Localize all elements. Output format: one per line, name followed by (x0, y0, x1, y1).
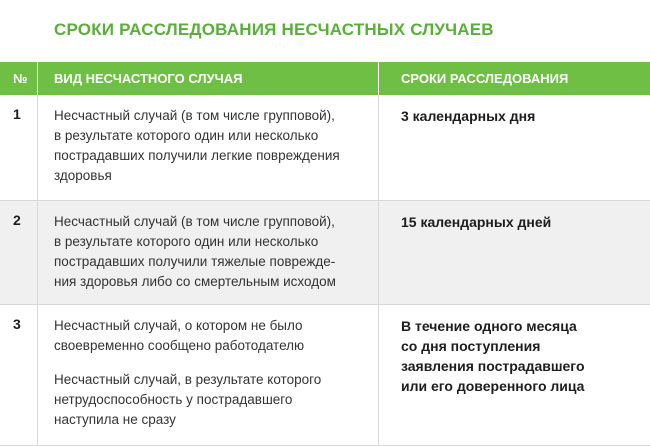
row-description: Несчастный случай, о котором не было своевременно сообщено работодателю Несчастный случай, в результате которого нетрудоспособность у пострадавшего наступила не сразу (38, 305, 379, 445)
header-accident-type: ВИД НЕСЧАСТНОГО СЛУЧАЯ (38, 62, 379, 95)
table-row (0, 201, 650, 305)
row-description: Несчастный случай (в том числе групповой), в результате которого один или несколько пострадавших получили тяжелые поврежде- ния здоровья либо со смертельным исходом (38, 201, 379, 304)
page-title: СРОКИ РАССЛЕДОВАНИЯ НЕСЧАСТНЫХ СЛУЧАЕВ (54, 20, 494, 39)
row-deadline: 15 календарных дней (401, 214, 552, 230)
row-number: 2 (13, 212, 21, 228)
table-row (0, 305, 650, 446)
row-deadline: 3 календарных дня (401, 108, 536, 124)
table-row (0, 95, 650, 201)
row-number: 1 (13, 106, 21, 122)
row-description: Несчастный случай (в том числе групповой), в результате которого один или несколько пострадавших получили легкие повреждения здоровья (38, 95, 379, 200)
deadlines-table (0, 62, 650, 446)
table-header (0, 62, 650, 95)
row-number: 3 (13, 316, 21, 332)
header-number: № (0, 62, 38, 95)
row-deadline: В течение одного месяца со дня поступления заявления пострадавшего или его доверенного лица (401, 318, 585, 394)
header-deadline: СРОКИ РАССЛЕДОВАНИЯ (401, 71, 569, 86)
